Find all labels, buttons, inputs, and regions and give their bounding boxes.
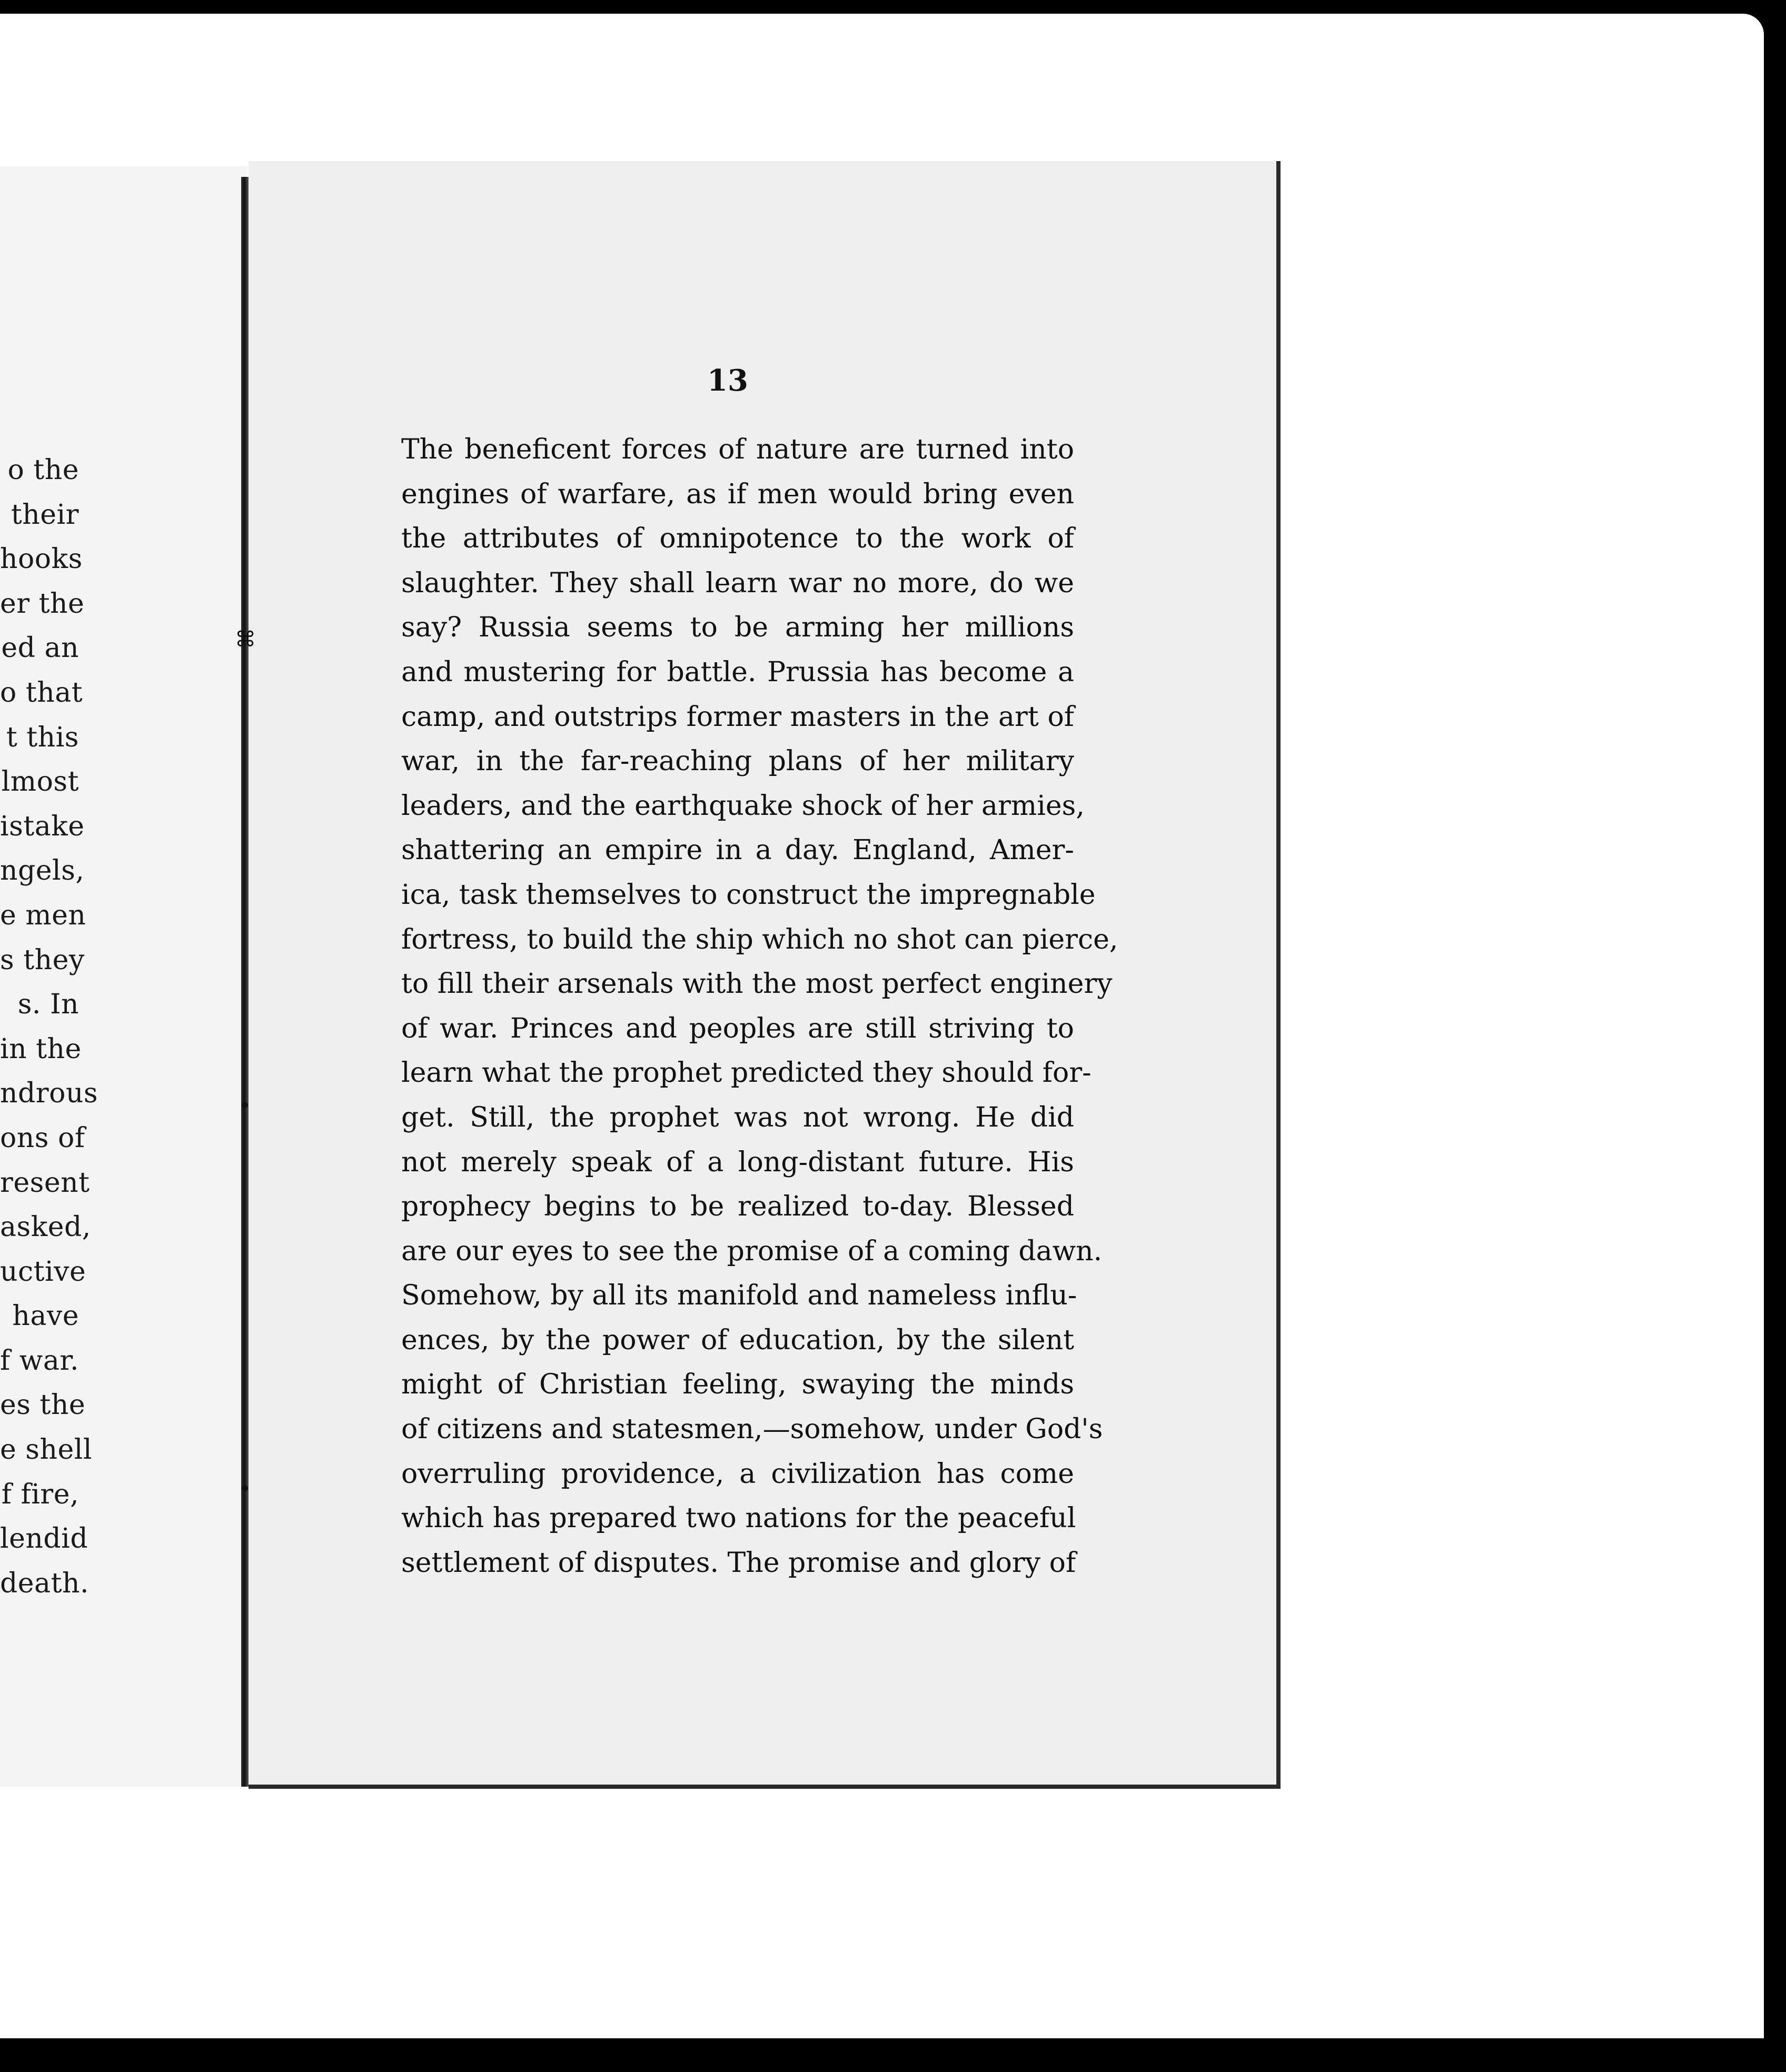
text-line: leaders, and the earthquake shock of her armies, xyxy=(401,790,1085,822)
left-page-line: lmost xyxy=(1,766,79,798)
left-page-line: asked, xyxy=(0,1211,91,1243)
binding-stitch-icon: • xyxy=(239,1477,251,1501)
text-line: slaughter. They shall learn war no more, do we xyxy=(401,567,1074,599)
left-page-line: t this xyxy=(6,721,79,753)
left-page-line: ngels, xyxy=(0,855,85,887)
left-page-line: f fire, xyxy=(1,1478,79,1510)
binding-spine xyxy=(241,177,249,1787)
text-line: The beneficent forces of nature are turned into xyxy=(401,434,1074,465)
left-page-line: death. xyxy=(0,1567,89,1599)
binding-stitch-icon: ⌘ xyxy=(235,627,256,652)
left-page-line: have xyxy=(12,1300,79,1332)
left-page-line: ons of xyxy=(0,1122,85,1154)
left-page-line: es the xyxy=(0,1389,86,1421)
text-line: not merely speak of a long-distant future. His xyxy=(401,1146,1074,1178)
text-line: settlement of disputes. The promise and glory of xyxy=(401,1547,1076,1579)
text-line: which has prepared two nations for the peaceful xyxy=(401,1502,1076,1535)
text-line: get. Still, the prophet was not wrong. He did xyxy=(401,1101,1074,1133)
text-line: might of Christian feeling, swaying the minds xyxy=(401,1369,1074,1401)
text-line: ences, by the power of education, by the silent xyxy=(401,1324,1074,1356)
left-page-line: o the xyxy=(7,454,79,486)
text-line: of citizens and statesmen,—somehow, under God's xyxy=(401,1413,1103,1446)
text-line: of war. Princes and peoples are still striving to xyxy=(401,1012,1074,1044)
left-page-text xyxy=(0,448,98,1606)
text-line: camp, and outstrips former masters in the art of xyxy=(401,701,1074,733)
left-page-line: lendid xyxy=(0,1523,88,1555)
left-page-line: uctive xyxy=(0,1256,86,1288)
left-page-line: e men xyxy=(0,899,86,931)
text-line: say? Russia seems to be arming her millions xyxy=(401,612,1074,644)
text-line: prophecy begins to be realized to-day. Blessed xyxy=(401,1191,1074,1223)
text-line: shattering an empire in a day. England, Amer- xyxy=(401,834,1074,866)
left-page-line: er the xyxy=(0,587,85,620)
text-line: fortress, to build the ship which no shot can pierce, xyxy=(401,923,1118,955)
text-line: war, in the far-reaching plans of her military xyxy=(401,745,1074,778)
left-page-line: in the xyxy=(0,1033,82,1065)
text-line: learn what the prophet predicted they should for- xyxy=(401,1057,1092,1089)
text-line: ica, task themselves to construct the impregnable xyxy=(401,879,1096,911)
page-body-text xyxy=(401,427,1118,1585)
text-line: Somehow, by all its manifold and nameless influ- xyxy=(401,1280,1077,1312)
left-facing-page xyxy=(0,166,247,1787)
left-page-line: f war. xyxy=(0,1344,79,1377)
left-page-line: ndrous xyxy=(0,1078,98,1110)
text-line: engines of warfare, as if men would bring even xyxy=(401,478,1074,510)
scan-border-bottom xyxy=(0,2038,1786,2072)
text-line: and mustering for battle. Prussia has become a xyxy=(401,656,1074,688)
left-page-line: s. In xyxy=(17,989,79,1021)
left-page-line: s they xyxy=(0,944,85,976)
text-line: to fill their arsenals with the most perfect enginery xyxy=(401,968,1113,1000)
text-line: overruling providence, a civilization has come xyxy=(401,1458,1074,1490)
text-line: are our eyes to see the promise of a coming dawn. xyxy=(401,1235,1103,1267)
left-page-line: resent xyxy=(0,1167,90,1199)
left-page-line: their xyxy=(11,499,79,531)
left-page-line: hooks xyxy=(0,543,83,575)
binding-stitch-icon: • xyxy=(239,1094,251,1118)
left-page-line: o that xyxy=(0,676,83,709)
left-page-line: istake xyxy=(0,810,85,842)
text-line: the attributes of omnipotence to the work of xyxy=(401,523,1074,555)
left-page-line: ed an xyxy=(1,632,79,664)
page-number: 13 xyxy=(707,363,748,398)
left-page-line: e shell xyxy=(0,1434,93,1466)
